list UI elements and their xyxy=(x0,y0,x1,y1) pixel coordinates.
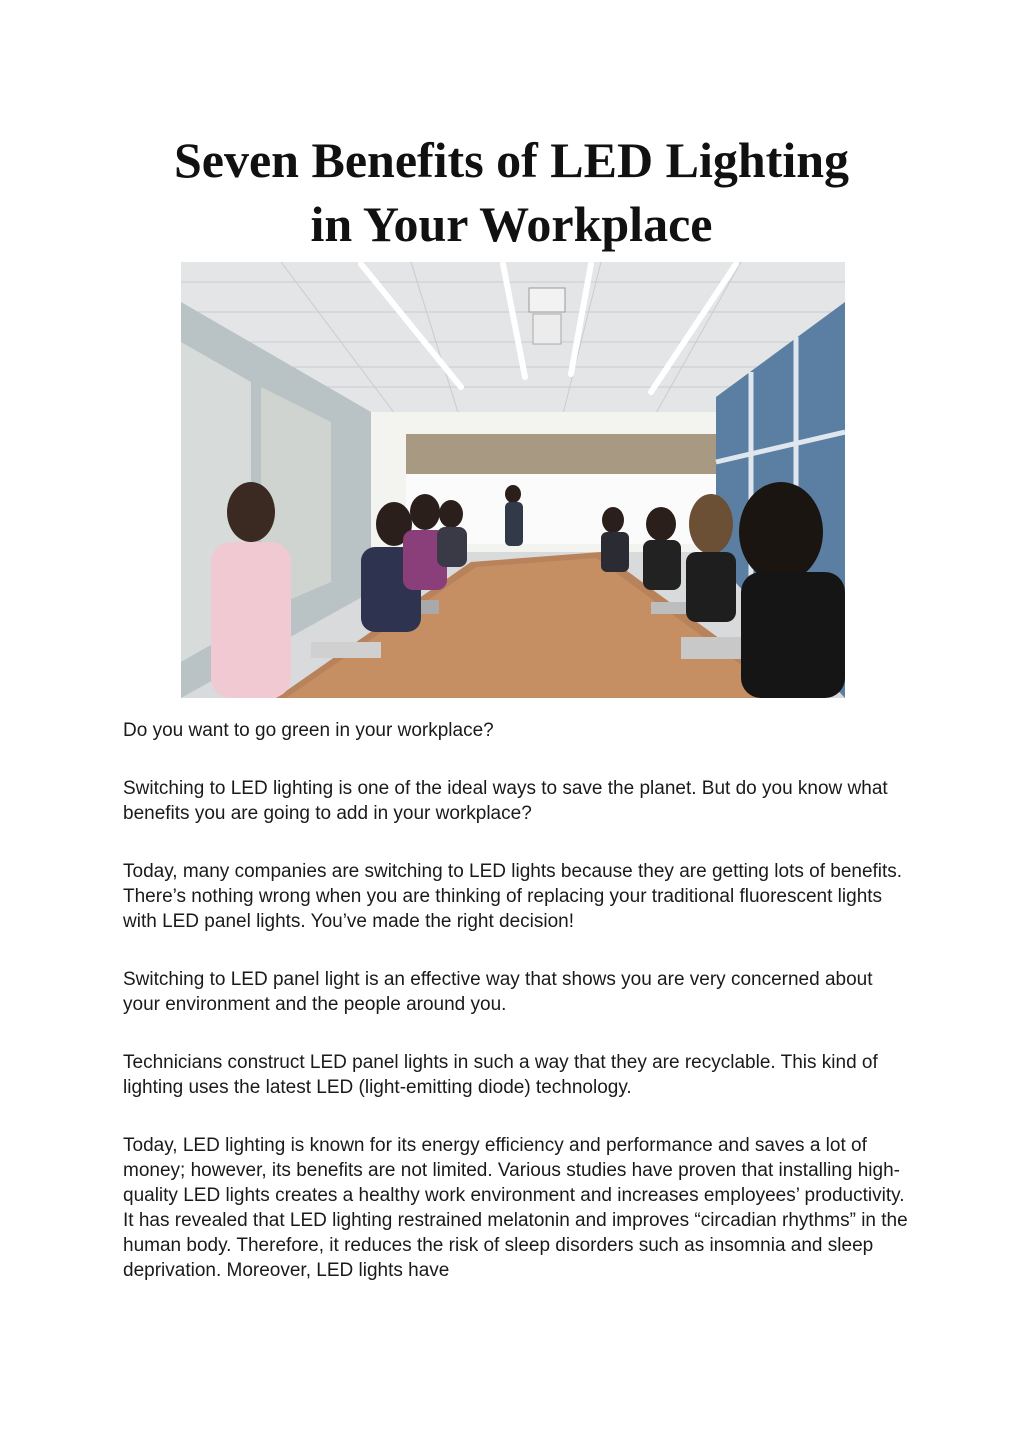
paragraph: Do you want to go green in your workplace? xyxy=(123,720,494,741)
article-body xyxy=(123,718,913,1316)
paragraph: Switching to LED panel light is an effective way that shows you are very concerned about your environment and the people around you. xyxy=(123,969,873,1015)
title-line-1: Seven Benefits of LED Lighting xyxy=(173,132,850,188)
paragraph: Today, LED lighting is known for its energy efficiency and performance and saves a lot of money; however, its benefits are not limited. Various studies have proven that installing high-quality LED lights creates a healthy work environment and increases employees’ productivity. It has revealed that LED lighting restrained melatonin and improves “circadian rhythms” in the human body. Therefore, it reduces the risk of sleep disorders such as insomnia and sleep deprivation. Moreover, LED lights have xyxy=(123,1135,908,1281)
paragraph: Switching to LED lighting is one of the ideal ways to save the planet. But do you know what benefits you are going to add in your workplace? xyxy=(123,778,888,824)
conference-room-photo xyxy=(181,262,845,698)
page-title xyxy=(100,128,923,256)
paragraph: Today, many companies are switching to LED lights because they are getting lots of benefits. There’s nothing wrong when you are thinking of replacing your traditional fluorescent lights with LED panel lights. You’ve made the right decision! xyxy=(123,861,903,932)
paragraph: Technicians construct LED panel lights in such a way that they are recyclable. This kind of lighting uses the latest LED (light-emitting diode) technology. xyxy=(123,1052,878,1098)
title-line-2: in Your Workplace xyxy=(310,196,713,252)
